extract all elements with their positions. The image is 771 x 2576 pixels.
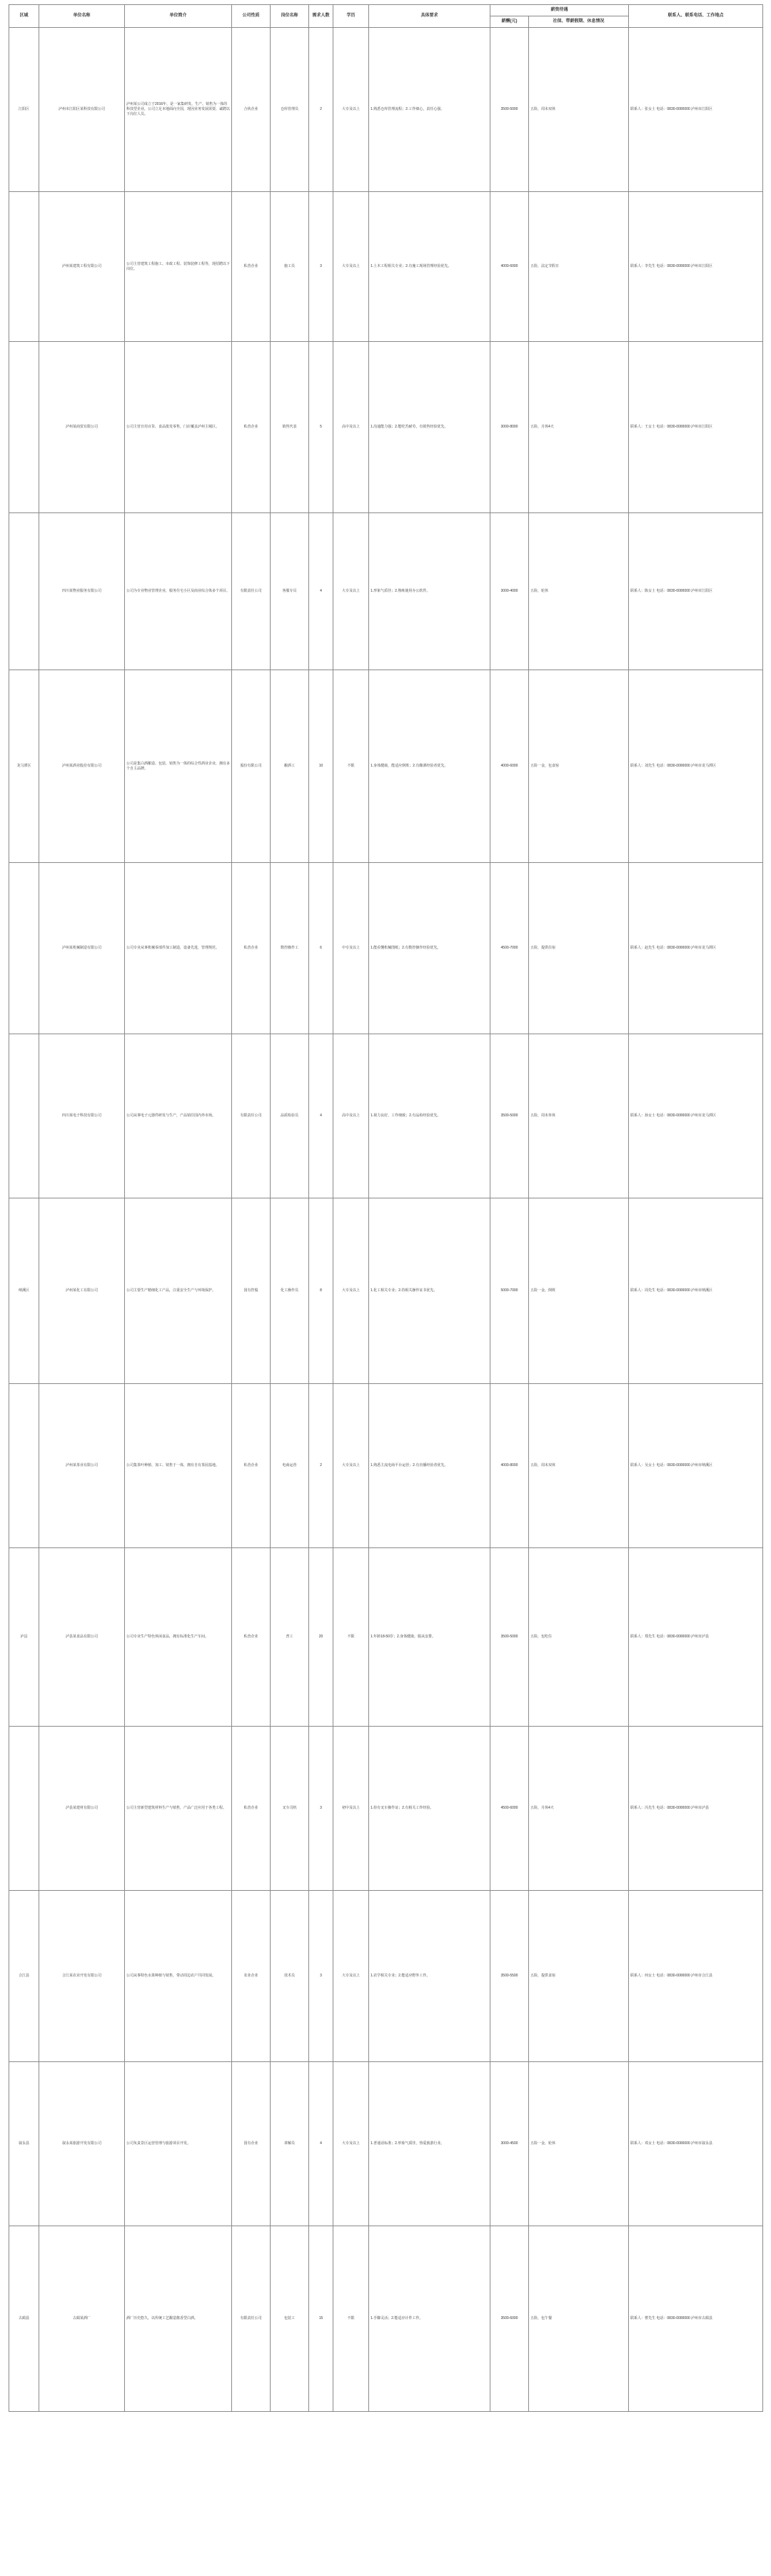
contact-cell: 联系人：吴女士 电话：0830-0000000 泸州市纳溪区 (629, 1384, 763, 1548)
benefits-cell: 五险，法定节假日 (529, 192, 629, 342)
benefits-cell: 五险一金，倒班 (529, 1198, 629, 1384)
company-cell: 泸州某建筑工程有限公司 (39, 192, 125, 342)
table-row (9, 670, 763, 863)
benefits-cell: 五险一金，包食宿 (529, 670, 629, 863)
region-cell (9, 1034, 39, 1198)
header-count: 需求人数 (309, 5, 333, 28)
table-row (9, 1548, 763, 1727)
position-cell: 数控操作工 (271, 863, 309, 1034)
position-cell: 施工员 (271, 192, 309, 342)
nature-cell: 私营企业 (232, 1384, 271, 1548)
requirements-cell: 1.年龄18-50岁；2.身体健康，服从安排。 (369, 1548, 490, 1727)
region-cell (9, 192, 39, 342)
intro-cell: 酒厂历史悠久，以传统工艺酿造酱香型白酒。 (125, 2226, 232, 2412)
count-cell: 2 (309, 1384, 333, 1548)
salary-cell: 3500-5000 (490, 1034, 529, 1198)
requirements-cell: 1.沟通能力强；2.能吃苦耐劳，有销售经验优先。 (369, 342, 490, 513)
company-cell: 泸县某食品有限公司 (39, 1548, 125, 1727)
salary-cell: 3500-6000 (490, 2226, 529, 2412)
nature-cell: 合伙企业 (232, 28, 271, 192)
requirements-cell: 1.土木工程相关专业；2.有施工现场管理经验优先。 (369, 192, 490, 342)
benefits-cell: 五险，提供食宿 (529, 1891, 629, 2062)
requirements-cell: 1.形象气质佳；2.熟练使用办公软件。 (369, 513, 490, 670)
salary-cell: 3500-5000 (490, 28, 529, 192)
benefits-cell: 五险，提供住宿 (529, 863, 629, 1034)
benefits-cell: 五险，周末单休 (529, 1034, 629, 1198)
job-table (9, 4, 763, 2412)
degree-cell: 不限 (333, 1548, 369, 1727)
company-cell: 叙永某旅游开发有限公司 (39, 2062, 125, 2226)
position-cell: 电商运营 (271, 1384, 309, 1548)
table-row (9, 863, 763, 1034)
degree-cell: 不限 (333, 2226, 369, 2412)
count-cell: 15 (309, 2226, 333, 2412)
position-cell: 酿酒工 (271, 670, 309, 863)
company-cell: 古蔺某酒厂 (39, 2226, 125, 2412)
benefits-cell: 五险，包午餐 (529, 2226, 629, 2412)
nature-cell: 私营企业 (232, 342, 271, 513)
table-row (9, 342, 763, 513)
degree-cell: 大专及以上 (333, 2062, 369, 2226)
company-cell: 四川某电子科技有限公司 (39, 1034, 125, 1198)
nature-cell: 有限责任公司 (232, 513, 271, 670)
header-intro: 单位简介 (125, 5, 232, 28)
benefits-cell: 五险，月休4天 (529, 342, 629, 513)
nature-cell: 私营企业 (232, 863, 271, 1034)
requirements-cell: 1.农学相关专业；2.能适应野外工作。 (369, 1891, 490, 2062)
region-cell (9, 513, 39, 670)
intro-cell: 公司专业从事机械零部件加工制造，设备先进，管理规范。 (125, 863, 232, 1034)
region-cell: 泸县 (9, 1548, 39, 1727)
table-row (9, 2062, 763, 2226)
degree-cell: 不限 (333, 670, 369, 863)
company-cell: 泸州某茶业有限公司 (39, 1384, 125, 1548)
contact-cell: 联系人：曹先生 电话：0830-0000000 泸州市古蔺县 (629, 2226, 763, 2412)
nature-cell: 私营企业 (232, 192, 271, 342)
header-contact: 联系人、联系电话、工作地点 (629, 5, 763, 28)
contact-cell: 联系人：赵先生 电话：0830-0000000 泸州市龙马潭区 (629, 863, 763, 1034)
position-cell: 销售代表 (271, 342, 309, 513)
intro-cell: 公司主营新型建筑材料生产与销售，产品广泛应用于各类工程。 (125, 1727, 232, 1891)
salary-cell: 3500-5000 (490, 1548, 529, 1727)
count-cell: 5 (309, 342, 333, 513)
header-requirements: 具体要求 (369, 5, 490, 28)
company-cell: 合江某农业开发有限公司 (39, 1891, 125, 2062)
table-body (9, 28, 763, 2412)
header-company: 单位名称 (39, 5, 125, 28)
table-row (9, 1727, 763, 1891)
salary-cell: 4500-7000 (490, 863, 529, 1034)
intro-cell: 公司主营建筑工程施工、市政工程、装饰装修工程等，现招聘以下岗位。 (125, 192, 232, 342)
table-row (9, 1384, 763, 1548)
degree-cell: 大专及以上 (333, 192, 369, 342)
header-nature: 公司性质 (232, 5, 271, 28)
degree-cell: 中专及以上 (333, 863, 369, 1034)
region-cell: 古蔺县 (9, 2226, 39, 2412)
header-benefits: 社保、带薪假期、休息情况 (529, 16, 629, 28)
table-row (9, 1198, 763, 1384)
contact-cell: 联系人：李先生 电话：0830-0000000 泸州市江阳区 (629, 192, 763, 342)
count-cell: 8 (309, 1198, 333, 1384)
table-row (9, 513, 763, 670)
benefits-cell: 五险，轮休 (529, 513, 629, 670)
company-cell: 泸州某机械制造有限公司 (39, 863, 125, 1034)
salary-cell: 3000-4500 (490, 2062, 529, 2226)
region-cell (9, 342, 39, 513)
company-cell: 泸州某酒业股份有限公司 (39, 670, 125, 863)
contact-cell: 联系人：张女士 电话：0830-0000000 泸州市江阳区 (629, 28, 763, 192)
salary-cell: 3500-5500 (490, 1891, 529, 2062)
degree-cell: 大专及以上 (333, 1384, 369, 1548)
nature-cell: 股份有限公司 (232, 670, 271, 863)
nature-cell: 私营企业 (232, 1727, 271, 1891)
benefits-cell: 五险，包吃住 (529, 1548, 629, 1727)
intro-cell: 公司从事电子元器件研发与生产，产品销往国内外市场。 (125, 1034, 232, 1198)
company-cell: 泸州市江阳区某科技有限公司 (39, 28, 125, 192)
nature-cell: 国有控股 (232, 1198, 271, 1384)
count-cell: 10 (309, 670, 333, 863)
requirements-cell: 1.普通话标准；2.形象气质佳，热爱旅游行业。 (369, 2062, 490, 2226)
header-degree: 学历 (333, 5, 369, 28)
position-cell: 技术员 (271, 1891, 309, 2062)
region-cell: 合江县 (9, 1891, 39, 2062)
salary-cell: 3000-4000 (490, 513, 529, 670)
region-cell (9, 863, 39, 1034)
region-cell: 纳溪区 (9, 1198, 39, 1384)
count-cell: 2 (309, 28, 333, 192)
region-cell (9, 1727, 39, 1891)
degree-cell: 初中及以上 (333, 1727, 369, 1891)
region-cell (9, 1384, 39, 1548)
degree-cell: 大专及以上 (333, 1891, 369, 2062)
company-cell: 四川某物业服务有限公司 (39, 513, 125, 670)
region-cell: 龙马潭区 (9, 670, 39, 863)
position-cell: 仓库管理员 (271, 28, 309, 192)
count-cell: 3 (309, 1891, 333, 2062)
contact-cell: 联系人：陈女士 电话：0830-0000000 泸州市江阳区 (629, 513, 763, 670)
salary-cell: 4000-6000 (490, 192, 529, 342)
requirements-cell: 1.化工相关专业；2.持相关操作证书优先。 (369, 1198, 490, 1384)
requirements-cell: 1.能看懂机械图纸；2.有数控操作经验优先。 (369, 863, 490, 1034)
job-listing-sheet (9, 4, 762, 2571)
salary-cell: 5000-7000 (490, 1198, 529, 1384)
intro-cell: 泸州某公司成立于2016年，是一家集研发、生产、销售为一体的科技型企业，公司立足本地面向全国，现因业务发展需要，诚聘以下岗位人员。 (125, 28, 232, 192)
contact-cell: 联系人：孙女士 电话：0830-0000000 泸州市龙马潭区 (629, 1034, 763, 1198)
count-cell: 3 (309, 192, 333, 342)
position-cell: 讲解员 (271, 2062, 309, 2226)
intro-cell: 公司专业生产特色休闲食品，拥有标准化生产车间。 (125, 1548, 232, 1727)
contact-cell: 联系人：何女士 电话：0830-0000000 泸州市合江县 (629, 1891, 763, 2062)
degree-cell: 大专及以上 (333, 513, 369, 670)
table-row (9, 1891, 763, 2062)
nature-cell: 有限责任公司 (232, 2226, 271, 2412)
table-row (9, 2226, 763, 2412)
count-cell: 4 (309, 2062, 333, 2226)
requirements-cell: 1.持有叉车操作证；2.有相关工作经验。 (369, 1727, 490, 1891)
degree-cell: 大专及以上 (333, 28, 369, 192)
company-cell: 泸州某化工有限公司 (39, 1198, 125, 1384)
contact-cell: 联系人：郑先生 电话：0830-0000000 泸州市泸县 (629, 1548, 763, 1727)
count-cell: 4 (309, 513, 333, 670)
benefits-cell: 五险一金，轮休 (529, 2062, 629, 2226)
salary-cell: 3000-8000 (490, 342, 529, 513)
position-cell: 品质检验员 (271, 1034, 309, 1198)
contact-cell: 联系人：邓女士 电话：0830-0000000 泸州市叙永县 (629, 2062, 763, 2226)
position-cell: 包装工 (271, 2226, 309, 2412)
benefits-cell: 五险，周末双休 (529, 28, 629, 192)
contact-cell: 联系人：刘先生 电话：0830-0000000 泸州市龙马潭区 (629, 670, 763, 863)
intro-cell: 公司为专业物业管理企业，服务住宅小区及商业综合体多个项目。 (125, 513, 232, 670)
region-cell: 江阳区 (9, 28, 39, 192)
intro-cell: 公司是集白酒酿造、包装、销售为一体的综合性酒业企业，拥有多个自主品牌。 (125, 670, 232, 863)
requirements-cell: 1.熟悉主流电商平台运营；2.有直播经验者优先。 (369, 1384, 490, 1548)
table-row (9, 192, 763, 342)
intro-cell: 公司集茶叶种植、加工、销售于一体，拥有自有茶园基地。 (125, 1384, 232, 1548)
header-salary-group: 薪资待遇 (490, 5, 629, 16)
intro-cell: 公司主营日用百货、食品批发零售，门店覆盖泸州主城区。 (125, 342, 232, 513)
position-cell: 叉车司机 (271, 1727, 309, 1891)
requirements-cell: 1.视力良好，工作细致；2.有品检经验优先。 (369, 1034, 490, 1198)
company-cell: 泸县某建材有限公司 (39, 1727, 125, 1891)
contact-cell: 联系人：冯先生 电话：0830-0000000 泸州市泸县 (629, 1727, 763, 1891)
degree-cell: 高中及以上 (333, 1034, 369, 1198)
count-cell: 3 (309, 1727, 333, 1891)
table-row (9, 1034, 763, 1198)
nature-cell: 私营企业 (232, 1548, 271, 1727)
header-region: 区域 (9, 5, 39, 28)
position-cell: 客服专员 (271, 513, 309, 670)
contact-cell: 联系人：王女士 电话：0830-0000000 泸州市江阳区 (629, 342, 763, 513)
count-cell: 6 (309, 863, 333, 1034)
position-cell: 化工操作员 (271, 1198, 309, 1384)
benefits-cell: 五险，周末双休 (529, 1384, 629, 1548)
degree-cell: 大专及以上 (333, 1198, 369, 1384)
header-salary: 薪酬(元) (490, 16, 529, 28)
benefits-cell: 五险，月休4天 (529, 1727, 629, 1891)
table-header (9, 5, 763, 28)
salary-cell: 4500-6000 (490, 1727, 529, 1891)
intro-cell: 公司负责景区运营管理与旅游项目开发。 (125, 2062, 232, 2226)
nature-cell: 农业企业 (232, 1891, 271, 2062)
nature-cell: 有限责任公司 (232, 1034, 271, 1198)
company-cell: 泸州某商贸有限公司 (39, 342, 125, 513)
requirements-cell: 1.身体健康，能适应倒班；2.有酿酒经验者优先。 (369, 670, 490, 863)
region-cell: 叙永县 (9, 2062, 39, 2226)
intro-cell: 公司从事特色水果种植与销售，带动周边农户共同发展。 (125, 1891, 232, 2062)
degree-cell: 高中及以上 (333, 342, 369, 513)
salary-cell: 4000-8000 (490, 1384, 529, 1548)
requirements-cell: 1.手脚灵活；2.能适应计件工作。 (369, 2226, 490, 2412)
contact-cell: 联系人：周先生 电话：0830-0000000 泸州市纳溪区 (629, 1198, 763, 1384)
requirements-cell: 1.熟悉仓库管理流程；2.工作细心，责任心强。 (369, 28, 490, 192)
count-cell: 4 (309, 1034, 333, 1198)
table-row (9, 28, 763, 192)
nature-cell: 国有企业 (232, 2062, 271, 2226)
intro-cell: 公司主要生产精细化工产品，注重安全生产与环境保护。 (125, 1198, 232, 1384)
header-position: 岗位名称 (271, 5, 309, 28)
position-cell: 普工 (271, 1548, 309, 1727)
count-cell: 20 (309, 1548, 333, 1727)
salary-cell: 4000-6000 (490, 670, 529, 863)
